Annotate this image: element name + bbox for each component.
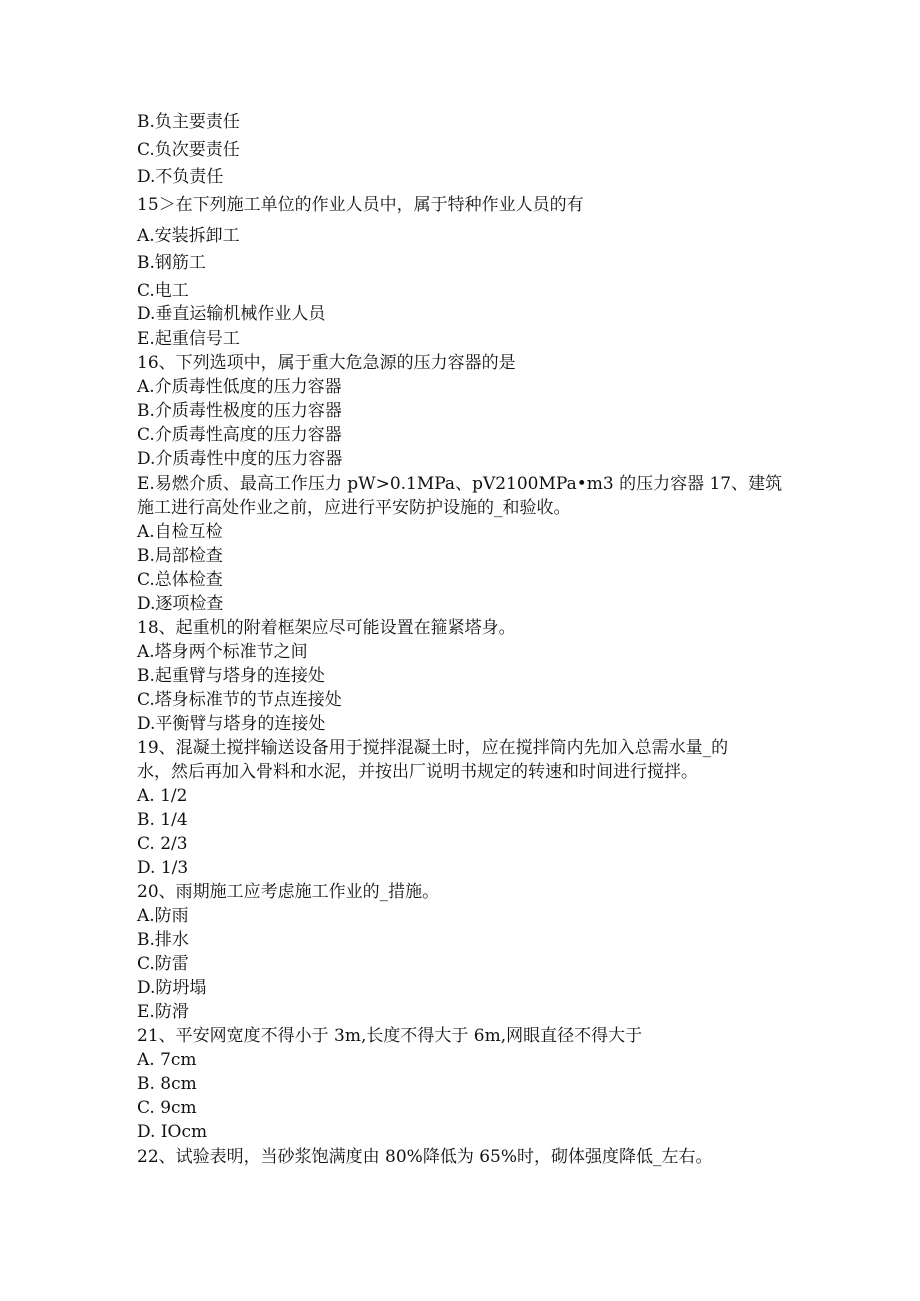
text-line: A.安装拆卸工 [137, 226, 240, 246]
text-line: E.易燃介质、最高工作压力 pW>0.1MPa、pV2100MPa•m3 的压力容器 17、建筑 [137, 474, 783, 494]
text-line: D. 1/3 [137, 858, 189, 878]
text-line: 施工进行高处作业之前，应进行平安防护设施的_和验收。 [137, 498, 571, 518]
text-line: D.防坍塌 [137, 978, 207, 998]
text-line: A.塔身两个标准节之间 [137, 642, 308, 662]
text-line: D.不负责任 [137, 167, 224, 187]
text-line: C. 9cm [137, 1098, 197, 1118]
text-line: B.介质毒性极度的压力容器 [137, 401, 342, 421]
text-line: C.负次要责任 [137, 140, 240, 160]
text-line: D.逐项检查 [137, 594, 224, 614]
text-line: A.防雨 [137, 906, 189, 926]
text-line: B.局部检查 [137, 546, 223, 566]
text-line: D.平衡臂与塔身的连接处 [137, 714, 326, 734]
text-line: A.介质毒性低度的压力容器 [137, 377, 342, 397]
text-line: E.起重信号工 [137, 329, 240, 349]
text-line: D.介质毒性中度的压力容器 [137, 449, 343, 469]
text-line: D. IOcm [137, 1122, 208, 1142]
text-line: A.自检互检 [137, 522, 223, 542]
text-line: A. 1/2 [137, 786, 188, 806]
text-line: 15＞在下列施工单位的作业人员中，属于特种作业人员的有 [137, 195, 584, 215]
text-line: 21、平安网宽度不得小于 3m,长度不得大于 6m,网眼直径不得大于 [137, 1026, 643, 1046]
text-line: B.起重臂与塔身的连接处 [137, 666, 325, 686]
text-line: 19、混凝土搅拌输送设备用于搅拌混凝土时，应在搅拌筒内先加入总需水量_的 [137, 738, 729, 758]
text-line: E.防滑 [137, 1002, 189, 1022]
text-line: C.防雷 [137, 954, 189, 974]
text-line: D.垂直运输机械作业人员 [137, 304, 326, 324]
text-line: 22、试验表明，当砂浆饱满度由 80%降低为 65%时，砌体强度降低_左右。 [137, 1147, 713, 1167]
text-line: C.总体检查 [137, 570, 223, 590]
text-line: C.塔身标准节的节点连接处 [137, 690, 342, 710]
text-line: A. 7cm [137, 1050, 197, 1070]
text-line: 20、雨期施工应考虑施工作业的_措施。 [137, 882, 440, 902]
text-line: C.电工 [137, 281, 189, 301]
text-line: B.负主要责任 [137, 112, 240, 132]
text-line: B.钢筋工 [137, 253, 206, 273]
text-line: B.排水 [137, 930, 189, 950]
text-line: C. 2/3 [137, 834, 188, 854]
text-line: B. 1/4 [137, 810, 188, 830]
text-line: B. 8cm [137, 1074, 197, 1094]
text-line: 16、下列选项中，属于重大危急源的压力容器的是 [137, 353, 516, 373]
text-line: 水，然后再加入骨料和水泥，并按出厂说明书规定的转速和时间进行搅拌。 [137, 762, 698, 782]
text-line: 18、起重机的附着框架应尽可能设置在箍紧塔身。 [137, 618, 516, 638]
text-line: C.介质毒性高度的压力容器 [137, 425, 342, 445]
